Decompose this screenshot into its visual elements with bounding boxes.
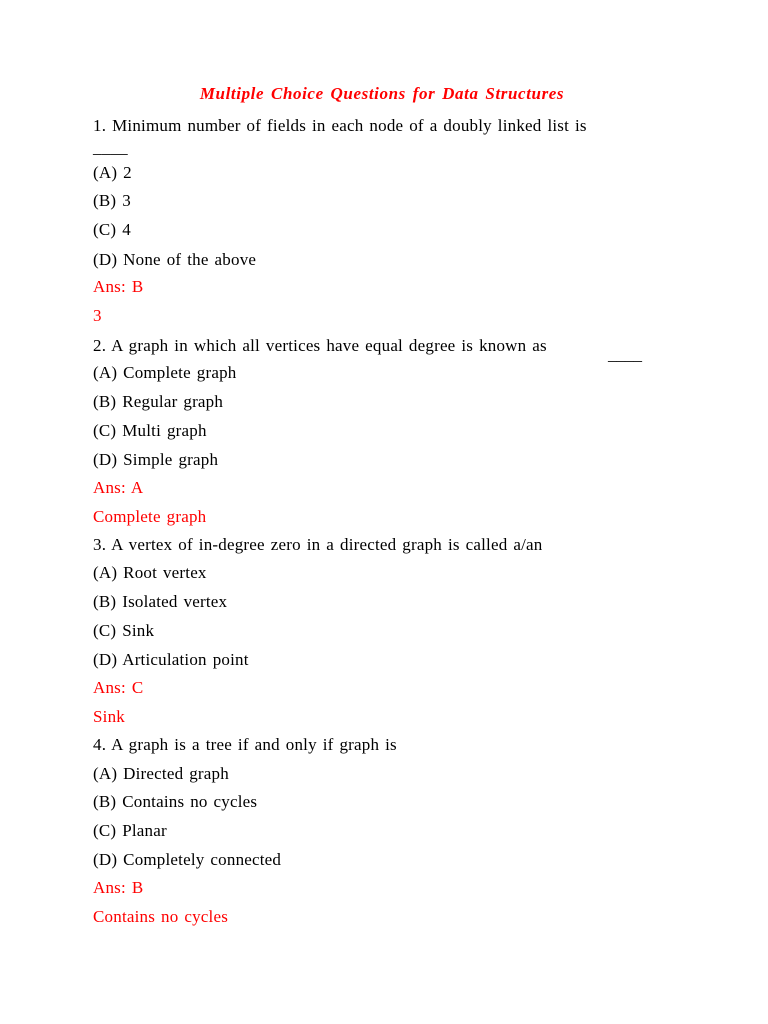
question-4-option-a: (A) Directed graph (93, 764, 229, 783)
question-4-option-c: (C) Planar (93, 821, 167, 840)
question-4-explanation: Contains no cycles (93, 907, 229, 926)
question-3-stem: 3. A vertex of in-degree zero in a directed graph is called a/an (93, 535, 543, 554)
question-4-option-d: (D) Completely connected (93, 850, 282, 869)
question-4-stem: 4. A graph is a tree if and only if graph is (93, 735, 397, 754)
question-3-option-b: (B) Isolated vertex (93, 592, 228, 611)
question-2-option-b: (B) Regular graph (93, 392, 224, 411)
question-1-blank: ____ (93, 138, 128, 157)
document-title (0, 84, 768, 104)
question-3-explanation: Sink (93, 707, 125, 726)
question-2-stem: 2. A graph in which all vertices have equal degree is known as (93, 336, 547, 355)
question-1-answer: Ans: B (93, 277, 144, 296)
question-2-option-c: (C) Multi graph (93, 421, 207, 440)
question-1-option-a: (A) 2 (93, 163, 132, 182)
question-1-option-b: (B) 3 (93, 191, 131, 210)
question-1-option-c: (C) 4 (93, 220, 131, 239)
question-4-option-b: (B) Contains no cycles (93, 792, 258, 811)
document-title-text: Multiple Choice Questions for Data Structures (199, 84, 565, 103)
question-2-blank: ____ (608, 345, 642, 364)
question-1-option-d: (D) None of the above (93, 250, 257, 269)
question-2-answer: Ans: A (93, 478, 144, 497)
question-1-explanation: 3 (93, 306, 102, 325)
question-1-stem: 1. Minimum number of fields in each node of a doubly linked list is (93, 116, 587, 135)
question-3-answer: Ans: C (93, 678, 144, 697)
question-2-explanation: Complete graph (93, 507, 207, 526)
question-2-option-a: (A) Complete graph (93, 363, 237, 382)
question-4-answer: Ans: B (93, 878, 144, 897)
question-2-option-d: (D) Simple graph (93, 450, 219, 469)
question-3-option-d: (D) Articulation point (93, 650, 249, 669)
question-3-option-a: (A) Root vertex (93, 563, 207, 582)
question-3-option-c: (C) Sink (93, 621, 155, 640)
